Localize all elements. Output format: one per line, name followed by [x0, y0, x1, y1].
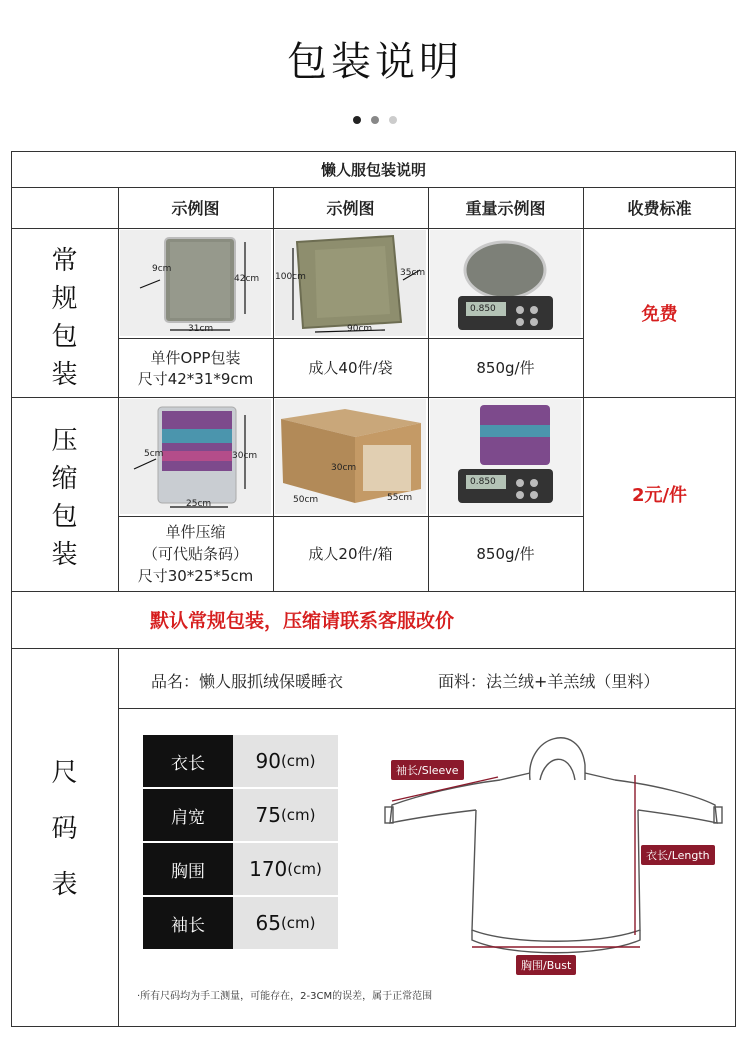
grid-line	[118, 648, 119, 1027]
page-title: 包装说明	[287, 39, 463, 85]
size-value	[233, 735, 338, 787]
size-row-shoulder	[143, 789, 338, 841]
regular-label	[11, 242, 118, 394]
compressed-desc-1	[118, 516, 273, 591]
label-char: 规	[51, 284, 78, 314]
desc-line: 尺寸42*31*9cm	[137, 369, 254, 388]
size-chart-label	[11, 745, 118, 913]
compressed-label	[11, 422, 118, 574]
compressed-scale-photo	[430, 399, 581, 514]
product-name: 品名：懒人服抓绒保暖睡衣	[151, 671, 344, 691]
regular-sack-photo	[275, 230, 426, 336]
dimension-label: 90cm	[347, 324, 373, 334]
compressed-bag-photo	[120, 399, 271, 514]
label-char: 表	[51, 870, 78, 900]
label-char: 包	[51, 502, 78, 532]
carton-photo	[275, 399, 426, 514]
size-key: 肩宽	[143, 789, 233, 841]
compressed-desc-2: 成人20件/箱	[308, 545, 393, 563]
size-unit: (cm)	[280, 806, 316, 824]
label-char: 装	[51, 540, 78, 570]
size-key: 袖长	[143, 897, 233, 949]
size-key: 胸围	[143, 843, 233, 895]
scale-readout: 0.850	[470, 304, 496, 314]
header-sample-2: 示例图	[326, 199, 375, 218]
size-unit: (cm)	[287, 860, 322, 878]
size-unit: (cm)	[280, 914, 316, 932]
dimension-label: 100cm	[275, 272, 306, 282]
label-char: 缩	[51, 464, 78, 494]
dimension-label: 30cm	[331, 463, 357, 473]
dimension-label: 55cm	[387, 493, 413, 503]
dimension-label: 42cm	[234, 274, 260, 284]
desc-line: 单件OPP包装	[150, 348, 241, 367]
size-key: 衣长	[143, 735, 233, 787]
scale-readout: 0.850	[470, 477, 496, 487]
size-number: 65	[255, 911, 281, 935]
dimension-label: 35cm	[400, 268, 426, 278]
table-caption: 懒人服包装说明	[320, 160, 426, 179]
dimension-label: 25cm	[186, 499, 212, 509]
label-char: 码	[51, 814, 78, 844]
dimension-label: 30cm	[232, 451, 258, 461]
desc-line: （可代贴条码）	[142, 544, 248, 563]
size-unit: (cm)	[280, 752, 316, 770]
size-number: 170	[249, 857, 288, 881]
size-value	[233, 789, 338, 841]
size-row-bust	[143, 843, 338, 895]
dimension-label: 5cm	[144, 449, 164, 459]
pagination-dots	[0, 109, 750, 128]
grid-line	[11, 648, 736, 649]
fabric-info: 面料：法兰绒+羊羔绒（里料）	[438, 671, 660, 691]
label-char: 装	[51, 360, 78, 390]
dot-1[interactable]	[353, 116, 361, 124]
size-row-sleeve	[143, 897, 338, 949]
size-number: 90	[255, 749, 281, 773]
desc-line: 尺寸30*25*5cm	[137, 566, 254, 585]
header-sample-1: 示例图	[171, 199, 220, 218]
size-row-length	[143, 735, 338, 787]
regular-desc-3: 850g/件	[476, 359, 535, 377]
label-char: 压	[51, 426, 78, 456]
size-value	[233, 897, 338, 949]
dimension-label: 50cm	[293, 495, 319, 505]
compressed-fee: 2元/件	[631, 485, 688, 506]
label-char: 包	[51, 322, 78, 352]
dot-3[interactable]	[389, 116, 397, 124]
header-fee: 收费标准	[627, 199, 692, 218]
dot-2[interactable]	[371, 116, 379, 124]
scale-illustration	[430, 230, 581, 336]
regular-fee: 免费	[641, 303, 678, 325]
measurement-note: ·所有尺码均为手工测量，可能存在，2-3CM的误差，属于正常范围	[137, 991, 433, 1002]
header-weight: 重量示例图	[465, 199, 546, 218]
notice-text: 默认常规包装，压缩请联系客服改价	[150, 610, 455, 632]
regular-scale-photo	[430, 230, 581, 336]
dimension-label: 31cm	[188, 324, 214, 334]
length-tag: 衣长/Length	[641, 845, 715, 865]
bust-tag: 胸围/Bust	[516, 955, 576, 975]
dimension-label: 9cm	[152, 264, 172, 274]
label-char: 尺	[51, 758, 78, 788]
grid-line	[118, 708, 736, 709]
regular-bag-photo	[120, 230, 271, 336]
sack-illustration	[275, 230, 426, 336]
desc-line: 单件压缩	[165, 522, 226, 541]
label-char: 常	[51, 246, 78, 276]
size-value	[233, 843, 338, 895]
sleeve-tag: 袖长/Sleeve	[391, 760, 464, 780]
size-number: 75	[255, 803, 281, 827]
scale-illustration	[430, 399, 581, 514]
regular-desc-1	[118, 338, 273, 397]
regular-desc-2: 成人40件/袋	[308, 359, 393, 377]
compressed-desc-3: 850g/件	[476, 545, 535, 563]
